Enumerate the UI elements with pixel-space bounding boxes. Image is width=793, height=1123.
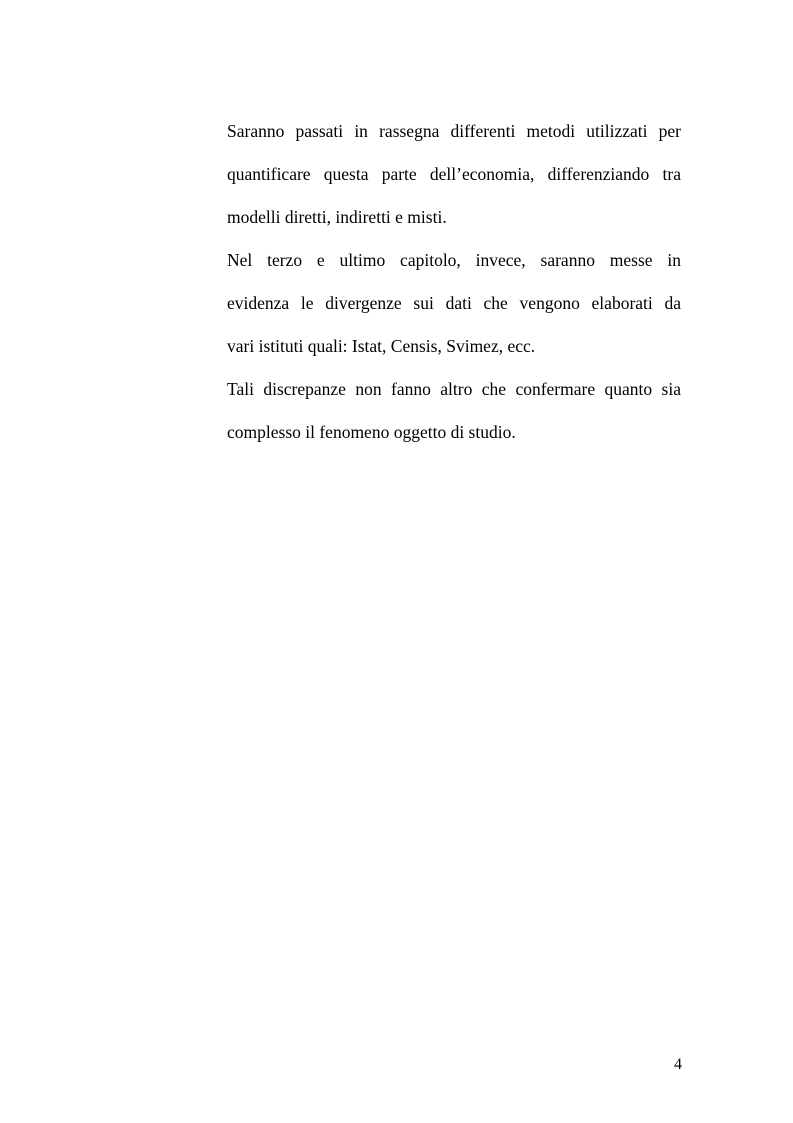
text-line: Tali discrepanze non fanno altro che confermare quanto sia [227, 379, 681, 399]
text-line: vari istituti quali: Istat, Censis, Svimez, ecc. [227, 336, 536, 356]
paragraph-discrepancies [227, 368, 681, 454]
text-line: modelli diretti, indiretti e misti. [227, 207, 447, 227]
text-line: complesso il fenomeno oggetto di studio. [227, 422, 516, 442]
body-text [227, 110, 681, 454]
text-line: evidenza le divergenze sui dati che vengono elaborati da [227, 293, 681, 313]
paragraph-methods [227, 110, 681, 239]
text-line: quantificare questa parte dell’economia, differenziando tra [227, 164, 681, 184]
text-line: Nel terzo e ultimo capitolo, invece, saranno messe in [227, 250, 681, 270]
text-line: Saranno passati in rassegna differenti metodi utilizzati per [227, 121, 681, 141]
paragraph-third-chapter [227, 239, 681, 368]
page-number: 4 [674, 1056, 682, 1073]
